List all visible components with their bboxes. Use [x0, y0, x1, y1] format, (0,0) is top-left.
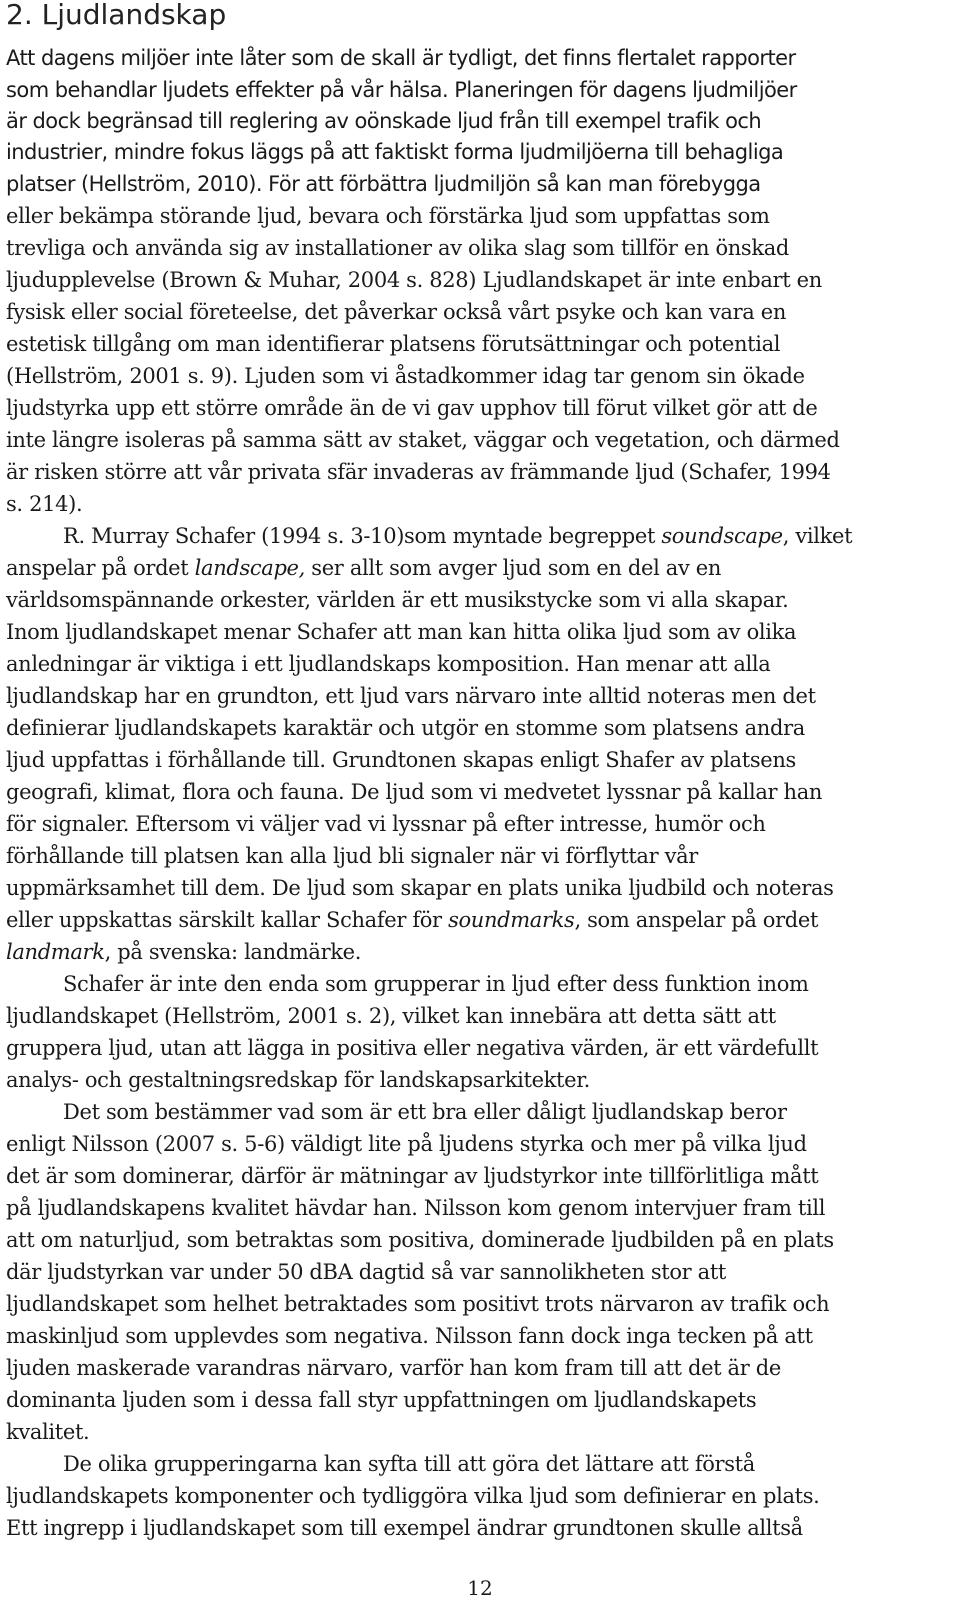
text-segment: ser allt som avger ljud som en del av en	[304, 556, 722, 580]
text-line	[6, 44, 796, 72]
text-segment: ljudlandskap har en grundton, ett ljud vars närvaro inte alltid noteras men det	[6, 684, 816, 708]
text-line	[6, 1258, 726, 1286]
text-segment: för signaler. Eftersom vi väljer vad vi lyssnar på efter intresse, humör och	[6, 812, 766, 836]
text-line	[6, 554, 721, 582]
text-segment: trevliga och använda sig av installationer av olika slag som tillför en önskad	[6, 236, 789, 260]
text-segment: analys- och gestaltningsredskap för landskapsarkitekter.	[6, 1068, 590, 1092]
text-line	[6, 1034, 818, 1062]
italic-term: landscape,	[194, 556, 305, 580]
text-segment: det är som dominerar, därför är mätningar av ljudstyrkor inte tillförlitliga mått	[6, 1164, 819, 1188]
text-line	[6, 938, 361, 966]
text-line	[6, 810, 766, 838]
text-segment: ljudupplevelse (Brown & Muhar, 2004 s. 828) Ljudlandskapet är inte enbart en	[6, 268, 822, 292]
text-segment: kvalitet.	[6, 1420, 90, 1444]
text-segment: att om naturljud, som betraktas som positiva, dominerade ljudbilden på en plats	[6, 1228, 834, 1252]
text-segment: , som anspelar på ordet	[574, 908, 819, 932]
text-segment: ljud uppfattas i förhållande till. Grundtonen skapas enligt Shafer av platsens	[6, 748, 796, 772]
text-line	[6, 778, 822, 806]
text-line	[6, 522, 852, 550]
text-line	[6, 650, 770, 678]
text-line	[6, 874, 834, 902]
text-segment: Schafer är inte den enda som grupperar in ljud efter dess funktion inom	[63, 972, 809, 996]
text-segment: eller bekämpa störande ljud, bevara och förstärka ljud som uppfattas som	[6, 204, 770, 228]
text-segment: estetisk tillgång om man identifierar platsens förutsättningar och potential	[6, 332, 781, 356]
text-line	[6, 970, 809, 998]
text-line	[6, 1482, 819, 1510]
text-segment: Att dagens miljöer inte låter som de skall är tydligt, det finns flertalet rapporter	[6, 46, 796, 70]
text-line	[6, 842, 698, 870]
text-segment: anspelar på ordet	[6, 556, 195, 580]
text-line	[6, 1162, 818, 1190]
page-number: 12	[467, 1576, 493, 1600]
text-segment: ljuden maskerade varandras närvaro, varför han kom fram till att det är de	[6, 1356, 781, 1380]
text-line	[6, 76, 797, 104]
text-line	[6, 426, 840, 454]
text-line	[6, 1290, 829, 1318]
text-segment: De olika grupperingarna kan syfta till att göra det lättare att förstå	[63, 1452, 755, 1476]
text-line	[6, 170, 761, 198]
text-line	[6, 586, 789, 614]
text-line	[6, 362, 805, 390]
text-segment: eller uppskattas särskilt kallar Schafer för	[6, 908, 449, 932]
text-line	[6, 1066, 590, 1094]
text-segment: maskinljud som upplevdes som negativa. Nilsson fann dock inga tecken på att	[6, 1324, 813, 1348]
text-line	[6, 714, 805, 742]
text-line	[6, 298, 786, 326]
text-segment: fysisk eller social företeelse, det påverkar också vårt psyke och kan vara en	[6, 300, 787, 324]
text-line	[6, 330, 780, 358]
text-segment: ljudlandskapet (Hellström, 2001 s. 2), vilket kan innebära att detta sätt att	[6, 1004, 776, 1028]
text-line	[6, 1098, 787, 1126]
text-segment: uppmärksamhet till dem. De ljud som skapar en plats unika ljudbild och noteras	[6, 876, 834, 900]
section-heading: 2. Ljudlandskap	[6, 0, 227, 31]
text-segment: inte längre isoleras på samma sätt av staket, väggar och vegetation, och därmed	[6, 428, 840, 452]
text-segment: R. Murray Schafer (1994 s. 3-10)som myntade begreppet	[63, 524, 662, 548]
text-segment: (Hellström, 2001 s. 9). Ljuden som vi åstadkommer idag tar genom sin ökade	[6, 364, 805, 388]
text-line	[6, 1194, 825, 1222]
text-segment: platser (Hellström, 2010). För att förbättra ljudmiljön så kan man förebygga	[6, 172, 761, 196]
text-segment: definierar ljudlandskapets karaktär och utgör en stomme som platsens andra	[6, 716, 805, 740]
text-line	[6, 394, 817, 422]
text-segment: enligt Nilsson (2007 s. 5-6) väldigt lite på ljudens styrka och mer på vilka ljud	[6, 1132, 807, 1156]
text-line	[6, 1226, 834, 1254]
text-line	[6, 906, 818, 934]
text-segment: förhållande till platsen kan alla ljud bli signaler när vi förflyttar vår	[6, 844, 698, 868]
text-line	[6, 138, 783, 166]
italic-term: soundscape	[661, 524, 783, 548]
text-segment: är risken större att vår privata sfär invaderas av främmande ljud (Schafer, 1994	[6, 460, 831, 484]
text-line	[6, 234, 789, 262]
text-segment: där ljudstyrkan var under 50 dBA dagtid så var sannolikheten stor att	[6, 1260, 727, 1284]
text-segment: världsomspännande orkester, världen är ett musikstycke som vi alla skapar.	[6, 588, 789, 612]
text-segment: geografi, klimat, flora och fauna. De ljud som vi medvetet lyssnar på kallar han	[6, 780, 823, 804]
text-line	[6, 1450, 755, 1478]
text-line	[6, 1002, 776, 1030]
text-segment: , vilket	[782, 524, 853, 548]
text-segment: dominanta ljuden som i dessa fall styr uppfattningen om ljudlandskapets	[6, 1388, 757, 1412]
text-line	[6, 1514, 803, 1542]
text-segment: gruppera ljud, utan att lägga in positiva eller negativa värden, är ett värdefullt	[6, 1036, 819, 1060]
italic-term: landmark	[6, 940, 105, 964]
text-segment: anledningar är viktiga i ett ljudlandskaps komposition. Han menar att alla	[6, 652, 771, 676]
text-line	[6, 202, 770, 230]
text-line	[6, 1130, 807, 1158]
text-line	[6, 107, 761, 135]
text-segment: ljudstyrka upp ett större område än de vi gav upphov till förut vilket gör att de	[6, 396, 818, 420]
text-segment: Inom ljudlandskapet menar Schafer att man kan hitta olika ljud som av olika	[6, 620, 797, 644]
text-line	[6, 1322, 813, 1350]
text-line	[6, 1418, 89, 1446]
text-line	[6, 618, 796, 646]
text-segment: som behandlar ljudets effekter på vår hälsa. Planeringen för dagens ljudmiljöer	[6, 78, 797, 102]
text-line	[6, 458, 831, 486]
text-line	[6, 1354, 781, 1382]
text-line	[6, 1386, 756, 1414]
text-line	[6, 490, 82, 518]
text-segment: ljudlandskapets komponenter och tydliggöra vilka ljud som definierar en plats.	[6, 1484, 820, 1508]
text-segment: Det som bestämmer vad som är ett bra eller dåligt ljudlandskap beror	[63, 1100, 787, 1124]
text-segment: på ljudlandskapens kvalitet hävdar han. Nilsson kom genom intervjuer fram till	[6, 1196, 826, 1220]
text-line	[6, 746, 796, 774]
text-segment: är dock begränsad till reglering av oönskade ljud från till exempel trafik och	[6, 109, 762, 133]
text-segment: Ett ingrepp i ljudlandskapet som till exempel ändrar grundtonen skulle alltså	[6, 1516, 803, 1540]
text-segment: ljudlandskapet som helhet betraktades som positivt trots närvaron av trafik och	[6, 1292, 830, 1316]
text-segment: s. 214).	[6, 492, 83, 516]
italic-term: soundmarks	[448, 908, 575, 932]
text-line	[6, 266, 822, 294]
text-segment: , på svenska: landmärke.	[104, 940, 362, 964]
text-line	[6, 682, 816, 710]
text-segment: industrier, mindre fokus läggs på att faktiskt forma ljudmiljöerna till behagliga	[6, 140, 784, 164]
